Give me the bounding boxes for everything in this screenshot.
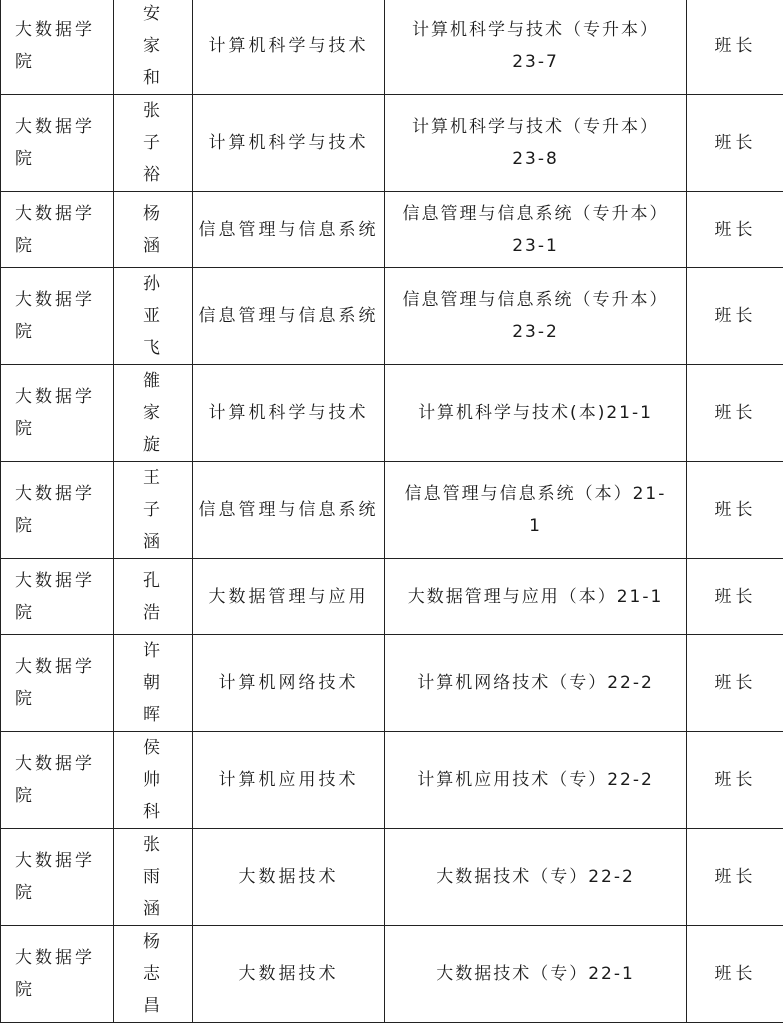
student-name-cell: 安家和	[114, 0, 193, 95]
table-row	[1, 829, 783, 926]
table-row	[1, 559, 783, 635]
college-cell: 大数据学院	[1, 829, 114, 926]
major-cell: 大数据技术	[193, 829, 385, 926]
college-cell: 大数据学院	[1, 95, 114, 192]
role-cell: 班长	[687, 268, 783, 365]
student-name-cell: 孔浩	[114, 559, 193, 635]
major-cell: 信息管理与信息系统	[193, 268, 385, 365]
table-row	[1, 0, 783, 95]
class-cell: 大数据技术（专）22-2	[385, 829, 687, 926]
major-cell: 大数据管理与应用	[193, 559, 385, 635]
student-name-cell: 张子裕	[114, 95, 193, 192]
class-cell: 计算机科学与技术（专升本）23-8	[385, 95, 687, 192]
college-cell: 大数据学院	[1, 268, 114, 365]
student-name-cell: 许朝晖	[114, 635, 193, 732]
table-row	[1, 365, 783, 462]
table-row	[1, 95, 783, 192]
major-cell: 大数据技术	[193, 926, 385, 1023]
college-cell: 大数据学院	[1, 192, 114, 268]
class-cell: 计算机科学与技术（专升本）23-7	[385, 0, 687, 95]
class-cell: 大数据技术（专）22-1	[385, 926, 687, 1023]
student-name-cell: 杨涵	[114, 192, 193, 268]
role-cell: 班长	[687, 365, 783, 462]
class-cell: 信息管理与信息系统（本）21-1	[385, 462, 687, 559]
table-row	[1, 268, 783, 365]
table-row	[1, 926, 783, 1023]
role-cell: 班长	[687, 0, 783, 95]
college-cell: 大数据学院	[1, 365, 114, 462]
role-cell: 班长	[687, 926, 783, 1023]
major-cell: 信息管理与信息系统	[193, 462, 385, 559]
college-cell: 大数据学院	[1, 462, 114, 559]
table-row	[1, 635, 783, 732]
class-cell: 信息管理与信息系统（专升本）23-1	[385, 192, 687, 268]
role-cell: 班长	[687, 829, 783, 926]
table-row	[1, 732, 783, 829]
major-cell: 信息管理与信息系统	[193, 192, 385, 268]
student-name-cell: 张雨涵	[114, 829, 193, 926]
student-name-cell: 杨志昌	[114, 926, 193, 1023]
major-cell: 计算机科学与技术	[193, 0, 385, 95]
college-cell: 大数据学院	[1, 635, 114, 732]
major-cell: 计算机网络技术	[193, 635, 385, 732]
table-row	[1, 462, 783, 559]
college-cell: 大数据学院	[1, 732, 114, 829]
role-cell: 班长	[687, 95, 783, 192]
major-cell: 计算机应用技术	[193, 732, 385, 829]
major-cell: 计算机科学与技术	[193, 95, 385, 192]
student-name-cell: 雒家旋	[114, 365, 193, 462]
student-name-cell: 侯帅科	[114, 732, 193, 829]
role-cell: 班长	[687, 732, 783, 829]
college-cell: 大数据学院	[1, 926, 114, 1023]
role-cell: 班长	[687, 462, 783, 559]
table-row	[1, 192, 783, 268]
class-cell: 计算机应用技术（专）22-2	[385, 732, 687, 829]
class-cell: 计算机网络技术（专）22-2	[385, 635, 687, 732]
college-cell: 大数据学院	[1, 559, 114, 635]
class-cell: 大数据管理与应用（本）21-1	[385, 559, 687, 635]
major-cell: 计算机科学与技术	[193, 365, 385, 462]
college-cell: 大数据学院	[1, 0, 114, 95]
class-cell: 计算机科学与技术(本)21-1	[385, 365, 687, 462]
student-name-cell: 孙亚飞	[114, 268, 193, 365]
role-cell: 班长	[687, 635, 783, 732]
student-name-cell: 王子涵	[114, 462, 193, 559]
role-cell: 班长	[687, 192, 783, 268]
role-cell: 班长	[687, 559, 783, 635]
class-cell: 信息管理与信息系统（专升本）23-2	[385, 268, 687, 365]
